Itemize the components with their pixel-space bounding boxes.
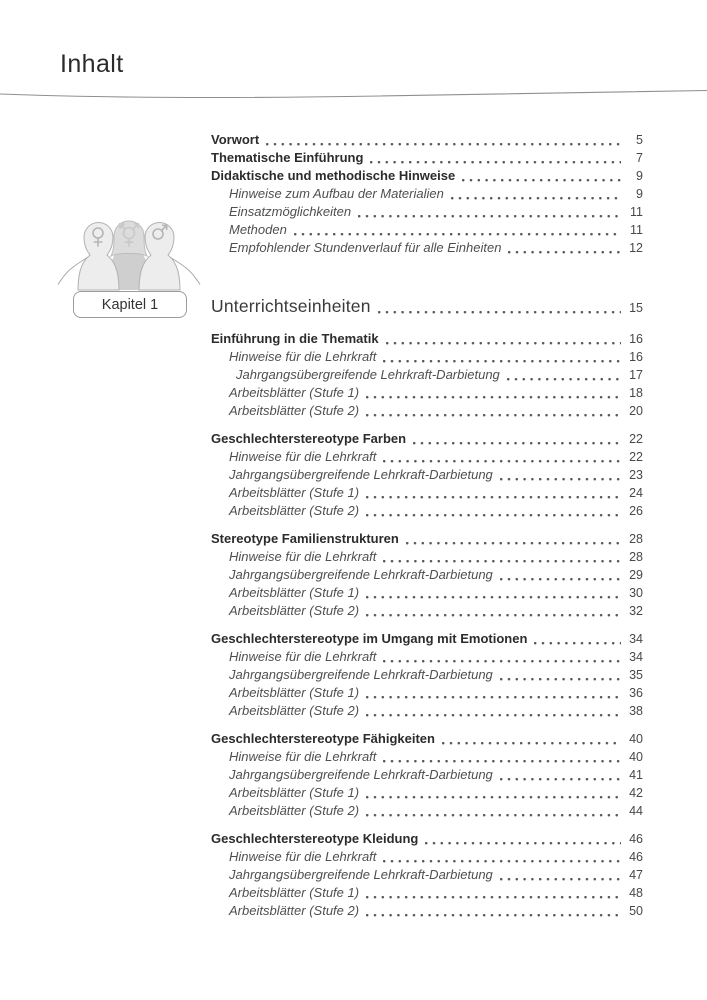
toc-page-number: 5 <box>636 133 643 147</box>
left-figure <box>78 223 119 291</box>
toc-entry-label: Thematische Einführung <box>211 150 364 165</box>
toc-row <box>211 402 643 420</box>
toc-entry-label: Methoden <box>229 222 287 237</box>
toc-row <box>211 430 643 448</box>
toc-page-number: 18 <box>629 386 643 400</box>
page-title: Inhalt <box>60 50 124 78</box>
toc-unit-section <box>211 830 643 920</box>
dot-leader <box>366 396 621 399</box>
dot-leader <box>500 478 621 481</box>
toc-row <box>211 784 643 802</box>
dot-leader <box>366 514 621 517</box>
toc-row <box>211 221 643 239</box>
toc-entry-label: Arbeitsblätter (Stufe 2) <box>229 903 360 918</box>
toc-row <box>211 666 643 684</box>
toc-row <box>211 466 643 484</box>
toc-entry-label: Unterrichtseinheiten <box>211 296 371 316</box>
toc-row <box>211 630 643 648</box>
toc-row <box>211 366 643 384</box>
toc-page-number: 32 <box>629 604 643 618</box>
toc-page-number: 17 <box>629 368 643 382</box>
toc-entry-label: Empfohlender Stundenverlauf für alle Einheiten <box>229 240 502 255</box>
toc-entry-label: Jahrgangsübergreifende Lehrkraft-Darbietung <box>229 867 493 882</box>
dot-leader <box>366 614 621 617</box>
toc-page-number: 50 <box>629 904 643 918</box>
dot-leader <box>442 742 621 745</box>
toc-entry-label: Hinweise für die Lehrkraft <box>229 749 377 764</box>
toc-row <box>211 584 643 602</box>
toc-row <box>211 902 643 920</box>
toc-entry-label: Hinweise zum Aufbau der Materialien <box>229 186 444 201</box>
toc-entry-label: Geschlechterstereotype Farben <box>211 431 407 446</box>
toc-unit-section <box>211 630 643 720</box>
dot-leader <box>500 578 621 581</box>
dot-leader <box>534 642 621 645</box>
dot-leader <box>366 914 621 917</box>
toc-page-number: 23 <box>629 468 643 482</box>
toc-entry-label: Arbeitsblätter (Stufe 1) <box>229 385 360 400</box>
toc-entry-label: Hinweise für die Lehrkraft <box>229 849 377 864</box>
toc-page-number: 47 <box>629 868 643 882</box>
toc-row <box>211 684 643 702</box>
toc-page-number: 35 <box>629 668 643 682</box>
toc-row <box>211 239 643 257</box>
dot-leader <box>366 714 621 717</box>
toc-page-number: 9 <box>636 169 643 183</box>
toc-entry-label: Arbeitsblätter (Stufe 1) <box>229 885 360 900</box>
toc-row <box>211 384 643 402</box>
toc-entry-label: Arbeitsblätter (Stufe 1) <box>229 685 360 700</box>
toc-page-number: 46 <box>629 832 643 846</box>
dot-leader <box>383 360 621 363</box>
toc-unit-section <box>211 730 643 820</box>
dot-leader <box>358 215 621 218</box>
toc-row <box>211 548 643 566</box>
toc-page-number: 9 <box>636 187 643 201</box>
toc-page-number: 29 <box>629 568 643 582</box>
dot-leader <box>413 442 621 445</box>
toc-entry-label: Stereotype Familienstrukturen <box>211 531 399 546</box>
dot-leader <box>500 878 621 881</box>
dot-leader <box>366 414 621 417</box>
dot-leader <box>383 560 621 563</box>
toc-page-number: 34 <box>629 632 643 646</box>
toc-row <box>211 866 643 884</box>
toc-entry-label: Jahrgangsübergreifende Lehrkraft-Darbietung <box>229 467 493 482</box>
dot-leader <box>294 233 621 236</box>
toc-page-number: 16 <box>629 332 643 346</box>
dot-leader <box>425 842 621 845</box>
toc-entry-label: Hinweise für die Lehrkraft <box>229 349 377 364</box>
toc-page-number: 42 <box>629 786 643 800</box>
toc-page-number: 40 <box>629 732 643 746</box>
dot-leader <box>378 311 621 314</box>
toc-row <box>211 348 643 366</box>
toc-row <box>211 802 643 820</box>
toc-page-number: 15 <box>629 301 643 315</box>
toc-page-number: 40 <box>629 750 643 764</box>
table-of-contents <box>211 131 643 920</box>
toc-section-heading <box>211 294 643 318</box>
toc-entry-label: Arbeitsblätter (Stufe 2) <box>229 803 360 818</box>
toc-entry-label: Hinweise für die Lehrkraft <box>229 649 377 664</box>
toc-entry-label: Arbeitsblätter (Stufe 2) <box>229 703 360 718</box>
toc-units <box>211 330 643 920</box>
toc-page-number: 26 <box>629 504 643 518</box>
dot-leader <box>366 496 621 499</box>
toc-row <box>211 884 643 902</box>
toc-row <box>211 748 643 766</box>
toc-page-number: 11 <box>630 223 643 237</box>
toc-page-number: 34 <box>629 650 643 664</box>
toc-page-number: 11 <box>630 205 643 219</box>
toc-entry-label: Jahrgangsübergreifende Lehrkraft-Darbietung <box>229 767 493 782</box>
toc-entry-label: Jahrgangsübergreifende Lehrkraft-Darbietung <box>229 667 493 682</box>
toc-entry-label: Arbeitsblätter (Stufe 1) <box>229 785 360 800</box>
dot-leader <box>366 814 621 817</box>
dot-leader <box>500 778 621 781</box>
dot-leader <box>370 161 621 164</box>
toc-row <box>211 530 643 548</box>
chapter-figure-graphic <box>56 214 202 292</box>
toc-entry-label: Geschlechterstereotype Fähigkeiten <box>211 731 435 746</box>
toc-entry-label: Geschlechterstereotype Kleidung <box>211 831 419 846</box>
toc-page-number: 46 <box>629 850 643 864</box>
toc-entry-label: Jahrgangsübergreifende Lehrkraft-Darbietung <box>236 367 500 382</box>
toc-row <box>211 830 643 848</box>
toc-entry-label: Geschlechterstereotype im Umgang mit Emotionen <box>211 631 528 646</box>
toc-page-number: 24 <box>629 486 643 500</box>
toc-entry-label: Arbeitsblätter (Stufe 1) <box>229 585 360 600</box>
toc-page-number: 48 <box>629 886 643 900</box>
chapter-badge-label: Kapitel 1 <box>101 296 159 313</box>
toc-row <box>211 149 643 167</box>
toc-row <box>211 848 643 866</box>
toc-page-number: 41 <box>629 768 643 782</box>
toc-entry-label: Vorwort <box>211 132 260 147</box>
toc-row <box>211 330 643 348</box>
toc-row <box>211 502 643 520</box>
toc-entry-label: Einsatzmöglichkeiten <box>229 204 352 219</box>
dot-leader <box>366 796 621 799</box>
dot-leader <box>508 251 621 254</box>
dot-leader <box>383 660 621 663</box>
toc-row <box>211 566 643 584</box>
toc-page-number: 44 <box>629 804 643 818</box>
toc-page-number: 16 <box>629 350 643 364</box>
dot-leader <box>383 460 621 463</box>
toc-page-number: 30 <box>629 586 643 600</box>
dot-leader <box>366 896 621 899</box>
toc-front-matter <box>211 131 643 257</box>
toc-entry-label: Einführung in die Thematik <box>211 331 379 346</box>
dot-leader <box>383 760 621 763</box>
dot-leader <box>500 678 621 681</box>
toc-row <box>211 766 643 784</box>
toc-page-number: 12 <box>629 241 643 255</box>
toc-row <box>211 702 643 720</box>
toc-row <box>211 167 643 185</box>
dot-leader <box>366 696 621 699</box>
right-figure <box>139 223 180 291</box>
dot-leader <box>383 860 621 863</box>
toc-unit-section <box>211 430 643 520</box>
dot-leader <box>451 197 621 200</box>
toc-row <box>211 448 643 466</box>
toc-row <box>211 648 643 666</box>
toc-row <box>211 602 643 620</box>
toc-entry-label: Didaktische und methodische Hinweise <box>211 168 456 183</box>
toc-page-number: 28 <box>629 532 643 546</box>
toc-page-number: 36 <box>629 686 643 700</box>
toc-page-number: 22 <box>629 450 643 464</box>
toc-row <box>211 484 643 502</box>
toc-entry-label: Hinweise für die Lehrkraft <box>229 549 377 564</box>
toc-entry-label: Arbeitsblätter (Stufe 2) <box>229 503 360 518</box>
toc-page-number: 38 <box>629 704 643 718</box>
toc-entry-label: Hinweise für die Lehrkraft <box>229 449 377 464</box>
dot-leader <box>406 542 621 545</box>
title-divider-rule <box>0 86 707 104</box>
toc-entry-label: Jahrgangsübergreifende Lehrkraft-Darbietung <box>229 567 493 582</box>
dot-leader <box>507 378 621 381</box>
toc-unit-section <box>211 530 643 620</box>
toc-page-number: 20 <box>629 404 643 418</box>
dot-leader <box>386 342 621 345</box>
toc-entry-label: Arbeitsblätter (Stufe 2) <box>229 603 360 618</box>
toc-row <box>211 131 643 149</box>
toc-row <box>211 185 643 203</box>
toc-entry-label: Arbeitsblätter (Stufe 2) <box>229 403 360 418</box>
dot-leader <box>462 179 621 182</box>
dot-leader <box>366 596 621 599</box>
toc-row <box>211 730 643 748</box>
toc-page-number: 22 <box>629 432 643 446</box>
toc-page-number: 28 <box>629 550 643 564</box>
chapter-badge <box>73 291 187 318</box>
toc-row <box>211 203 643 221</box>
dot-leader <box>266 143 621 146</box>
toc-page-number: 7 <box>636 151 643 165</box>
toc-unit-section <box>211 330 643 420</box>
toc-entry-label: Arbeitsblätter (Stufe 1) <box>229 485 360 500</box>
